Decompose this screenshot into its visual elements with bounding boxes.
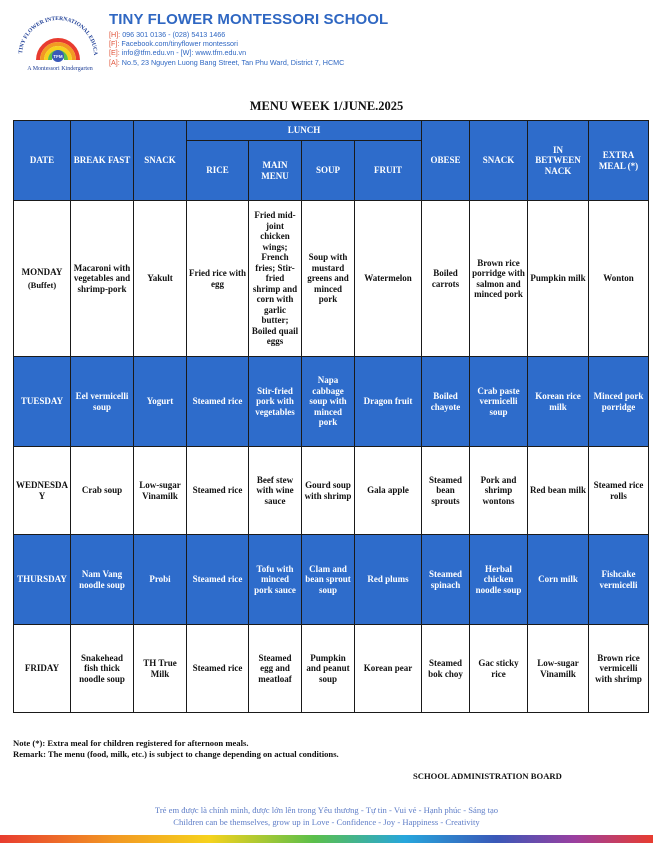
snack-cell: TH True Milk xyxy=(134,625,187,713)
header-obese: OBESE xyxy=(422,121,470,201)
header-rice: RICE xyxy=(187,141,249,201)
svg-text:TFM: TFM xyxy=(53,54,63,59)
extra-meal-cell: Brown rice vermicelli with shrimp xyxy=(589,625,649,713)
between-snack-cell: Corn milk xyxy=(528,535,589,625)
breakfast-cell: Crab soup xyxy=(71,447,134,535)
main-menu-cell: Stir-fried pork with vegetables xyxy=(249,357,302,447)
main-menu-cell: Beef stew with wine sauce xyxy=(249,447,302,535)
day-cell: FRIDAY xyxy=(14,625,71,713)
soup-cell: Gourd soup with shrimp xyxy=(302,447,355,535)
breakfast-cell: Macaroni with vegetables and shrimp-pork xyxy=(71,201,134,357)
obese-cell: Boiled chayote xyxy=(422,357,470,447)
rice-cell: Steamed rice xyxy=(187,625,249,713)
day-cell: WEDNESDAY xyxy=(14,447,71,535)
main-menu-cell: Steamed egg and meatloaf xyxy=(249,625,302,713)
soup-cell: Pumpkin and peanut soup xyxy=(302,625,355,713)
slogan-vietnamese: Trẻ em được là chính mình, được lớn lên trong Yêu thương - Tự tin - Vui vẻ - Hạnh phúc - Sáng tạo xyxy=(154,805,499,815)
day-cell: TUESDAY xyxy=(14,357,71,447)
snack-cell: Yakult xyxy=(134,201,187,357)
fruit-cell: Gala apple xyxy=(355,447,422,535)
fruit-cell: Dragon fruit xyxy=(355,357,422,447)
header-in-between-snack: IN BETWEEN NACK xyxy=(528,121,589,201)
snack-cell: Probi xyxy=(134,535,187,625)
table-row-tuesday xyxy=(14,357,649,447)
between-snack-cell: Red bean milk xyxy=(528,447,589,535)
obese-cell: Steamed spinach xyxy=(422,535,470,625)
rice-cell: Fried rice with egg xyxy=(187,201,249,357)
extra-meal-cell: Wonton xyxy=(589,201,649,357)
header-date: DATE xyxy=(14,121,71,201)
header-soup: SOUP xyxy=(302,141,355,201)
header-lunch: LUNCH xyxy=(187,121,422,141)
between-snack-cell: Korean rice milk xyxy=(528,357,589,447)
snack-cell: Low-sugar Vinamilk xyxy=(134,447,187,535)
snack2-cell: Brown rice porridge with salmon and minced pork xyxy=(470,201,528,357)
menu-title: MENU WEEK 1/JUNE.2025 xyxy=(249,99,404,113)
fruit-cell: Watermelon xyxy=(355,201,422,357)
rainbow-footer-strip xyxy=(0,835,653,843)
table-row-friday xyxy=(14,625,649,713)
contact-address: [A]: No.5, 23 Nguyen Luong Bang Street, Tan Phu Ward, District 7, HCMC xyxy=(109,57,345,67)
rice-cell: Steamed rice xyxy=(187,357,249,447)
slogan-english: Children can be themselves, grow up in Love - Confidence - Joy - Happiness - Creativity xyxy=(173,817,480,827)
table-row-thursday xyxy=(14,535,649,625)
breakfast-cell: Nam Vang noodle soup xyxy=(71,535,134,625)
soup-cell: Soup with mustard greens and minced pork xyxy=(302,201,355,357)
breakfast-cell: Snakehead fish thick noodle soup xyxy=(71,625,134,713)
contact-info xyxy=(109,30,344,67)
rice-cell: Steamed rice xyxy=(187,535,249,625)
rice-cell: Steamed rice xyxy=(187,447,249,535)
contact-facebook: [F]: Facebook.com/tinyflower montessori xyxy=(109,39,239,49)
header-snack: SNACK xyxy=(134,121,187,201)
soup-cell: Napa cabbage soup with minced pork xyxy=(302,357,355,447)
header-extra-meal: EXTRA MEAL (*) xyxy=(589,121,649,201)
header-fruit: FRUIT xyxy=(355,141,422,201)
fruit-cell: Korean pear xyxy=(355,625,422,713)
header-breakfast: BREAK FAST xyxy=(71,121,134,201)
soup-cell: Clam and bean sprout soup xyxy=(302,535,355,625)
snack-cell: Yogurt xyxy=(134,357,187,447)
day-cell: MONDAY (Buffet) xyxy=(14,201,71,357)
school-logo xyxy=(12,10,102,74)
contact-email-web: [E]: info@tfm.edu.vn - [W]: www.tfm.edu.vn xyxy=(109,48,247,58)
header-snack-2: SNACK xyxy=(470,121,528,201)
main-menu-cell: Fried mid-joint chicken wings; French fries; Stir-fried shrimp and corn with garlic butter; Boiled quail eggs xyxy=(249,201,302,357)
snack2-cell: Crab paste vermicelli soup xyxy=(470,357,528,447)
extra-meal-note: Note (*): Extra meal for children registered for afternoon meals. xyxy=(13,738,249,748)
snack2-cell: Pork and shrimp wontons xyxy=(470,447,528,535)
header-main-menu: MAIN MENU xyxy=(249,141,302,201)
snack2-cell: Gac sticky rice xyxy=(470,625,528,713)
menu-remark: Remark: The menu (food, milk, etc.) is subject to change depending on actual conditions. xyxy=(13,749,339,759)
svg-text:TINY FLOWER INTERNATIONAL EDUC: TINY FLOWER INTERNATIONAL EDUCA xyxy=(18,15,99,56)
contact-phone: [H]: 096 301 0136 - (028) 5413 1466 xyxy=(109,30,226,39)
extra-meal-cell: Minced pork porridge xyxy=(589,357,649,447)
obese-cell: Steamed bean sprouts xyxy=(422,447,470,535)
logo-subtitle: A Montessori Kindergarten xyxy=(27,66,93,72)
slogan xyxy=(0,804,653,828)
extra-meal-cell: Fishcake vermicelli xyxy=(589,535,649,625)
main-menu-cell: Tofu with minced pork sauce xyxy=(249,535,302,625)
breakfast-cell: Eel vermicelli soup xyxy=(71,357,134,447)
obese-cell: Boiled carrots xyxy=(422,201,470,357)
table-row-wednesday xyxy=(14,447,649,535)
extra-meal-cell: Steamed rice rolls xyxy=(589,447,649,535)
signature-line: SCHOOL ADMINISTRATION BOARD xyxy=(413,771,562,781)
between-snack-cell: Low-sugar Vinamilk xyxy=(528,625,589,713)
between-snack-cell: Pumpkin milk xyxy=(528,201,589,357)
table-row-monday xyxy=(14,201,649,357)
notes xyxy=(13,738,339,760)
obese-cell: Steamed bok choy xyxy=(422,625,470,713)
letterhead xyxy=(10,8,650,72)
menu-table xyxy=(13,120,649,713)
fruit-cell: Red plums xyxy=(355,535,422,625)
school-name: TINY FLOWER MONTESSORI SCHOOL xyxy=(109,11,389,28)
day-cell: THURSDAY xyxy=(14,535,71,625)
snack2-cell: Herbal chicken noodle soup xyxy=(470,535,528,625)
